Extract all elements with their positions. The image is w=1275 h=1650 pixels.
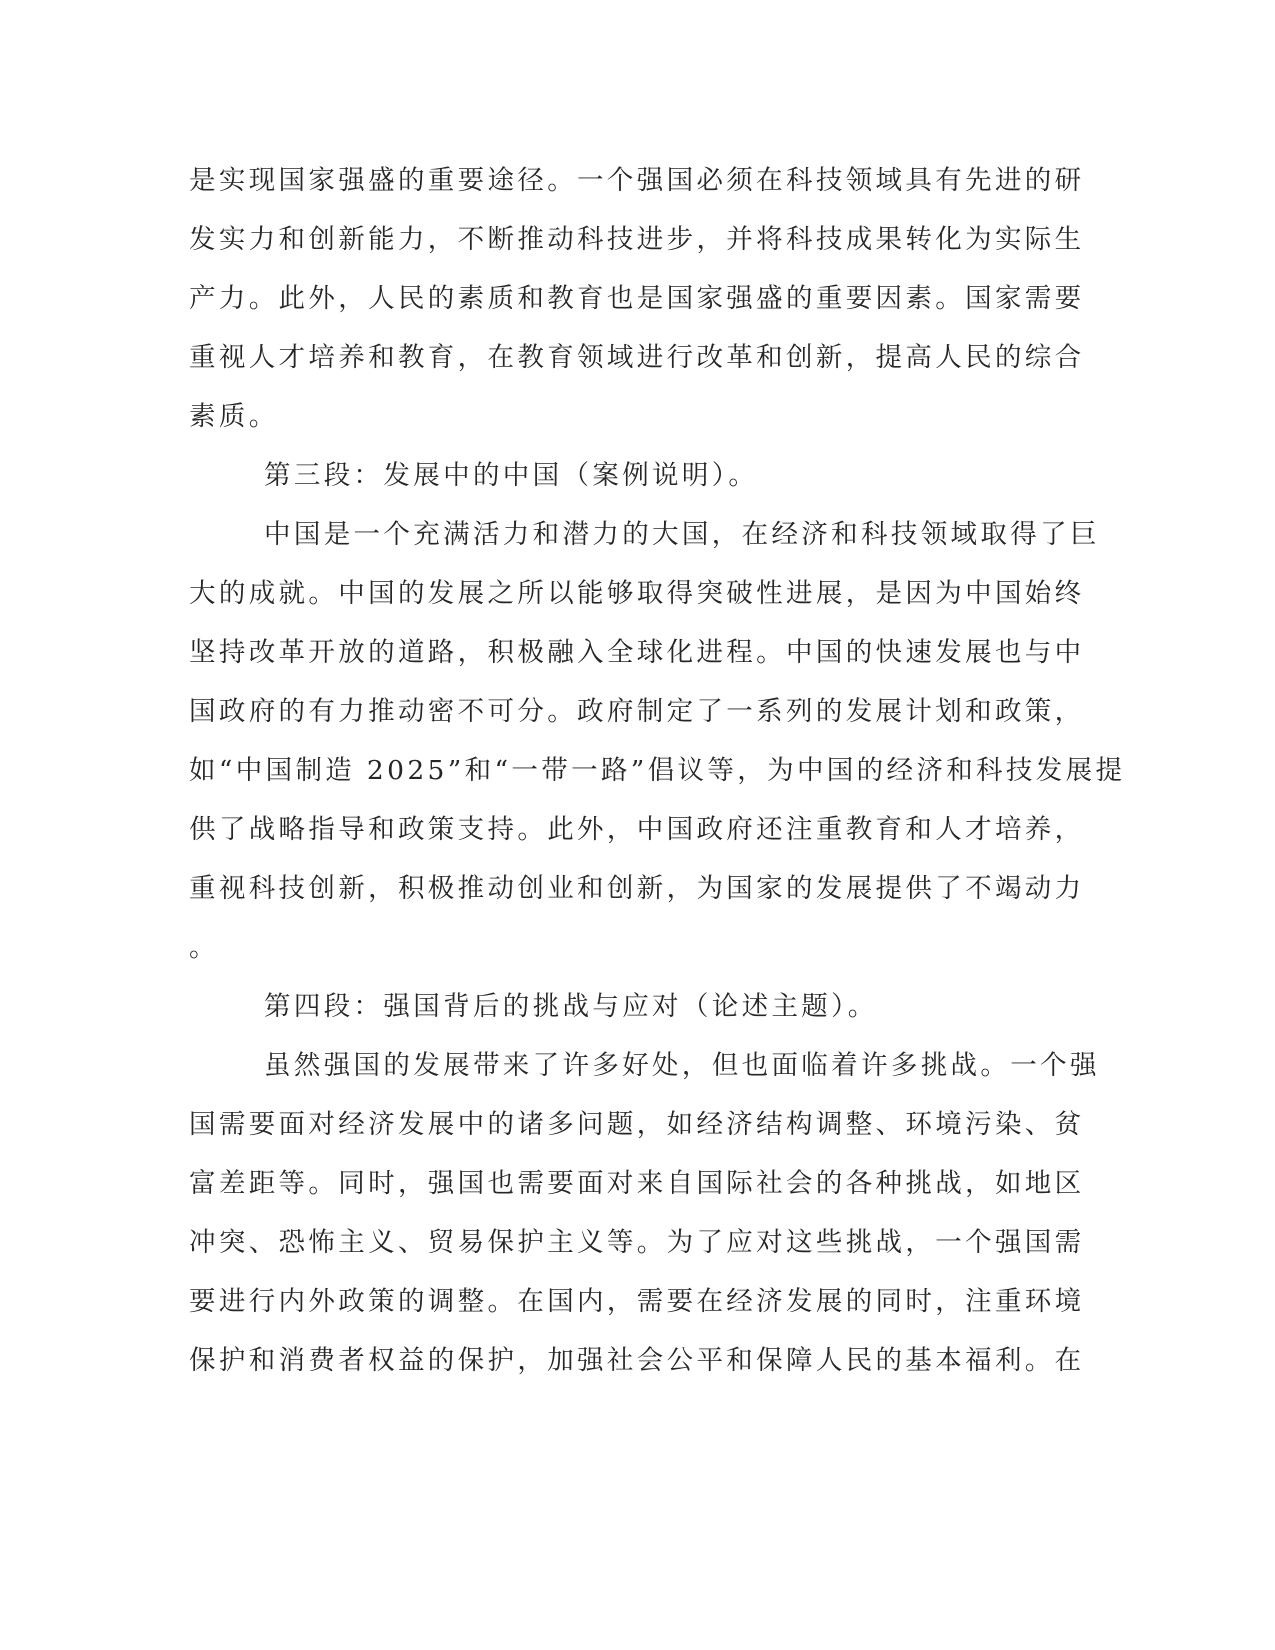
- text-line: 重视人才培养和教育，在教育领域进行改革和创新，提高人民的综合: [189, 342, 1085, 373]
- text-line: 国政府的有力推动密不可分。政府制定了一系列的发展计划和政策，: [189, 696, 1085, 727]
- paragraph-first-line: 中国是一个充满活力和潜力的大国，在经济和科技领域取得了巨: [264, 519, 1100, 550]
- text-line: 大的成就。中国的发展之所以能够取得突破性进展，是因为中国始终: [189, 578, 1085, 609]
- text-line: 国需要面对经济发展中的诸多问题，如经济结构调整、环境污染、贫: [189, 1109, 1085, 1140]
- text-line: 坚持改革开放的道路，积极融入全球化进程。中国的快速发展也与中: [189, 637, 1085, 668]
- text-line: 供了战略指导和政策支持。此外，中国政府还注重教育和人才培养，: [189, 814, 1085, 845]
- text-line: 保护和消费者权益的保护，加强社会公平和保障人民的基本福利。在: [189, 1345, 1085, 1376]
- text-line: 产力。此外，人民的素质和教育也是国家强盛的重要因素。国家需要: [189, 283, 1085, 314]
- section-heading: 第三段：发展中的中国（案例说明）。: [264, 460, 759, 491]
- paragraph-first-line: 虽然强国的发展带来了许多好处，但也面临着许多挑战。一个强: [264, 1050, 1100, 1081]
- section-heading: 第四段：强国背后的挑战与应对（论述主题）。: [264, 991, 878, 1022]
- text-line: 。: [189, 932, 219, 963]
- text-line: 冲突、恐怖主义、贸易保护主义等。为了应对这些挑战，一个强国需: [189, 1227, 1085, 1258]
- text-line: 素质。: [189, 401, 279, 432]
- text-line: 要进行内外政策的调整。在国内，需要在经济发展的同时，注重环境: [189, 1286, 1085, 1317]
- text-line: 发实力和创新能力，不断推动科技进步，并将科技成果转化为实际生: [189, 224, 1085, 255]
- text-line: 是实现国家强盛的重要途径。一个强国必须在科技领域具有先进的研: [189, 165, 1085, 196]
- text-line: 富差距等。同时，强国也需要面对来自国际社会的各种挑战，如地区: [189, 1168, 1085, 1199]
- text-line: 如“中国制造 2025”和“一带一路”倡议等，为中国的经济和科技发展提: [189, 755, 1126, 786]
- text-line: 重视科技创新，积极推动创业和创新，为国家的发展提供了不竭动力: [189, 873, 1085, 904]
